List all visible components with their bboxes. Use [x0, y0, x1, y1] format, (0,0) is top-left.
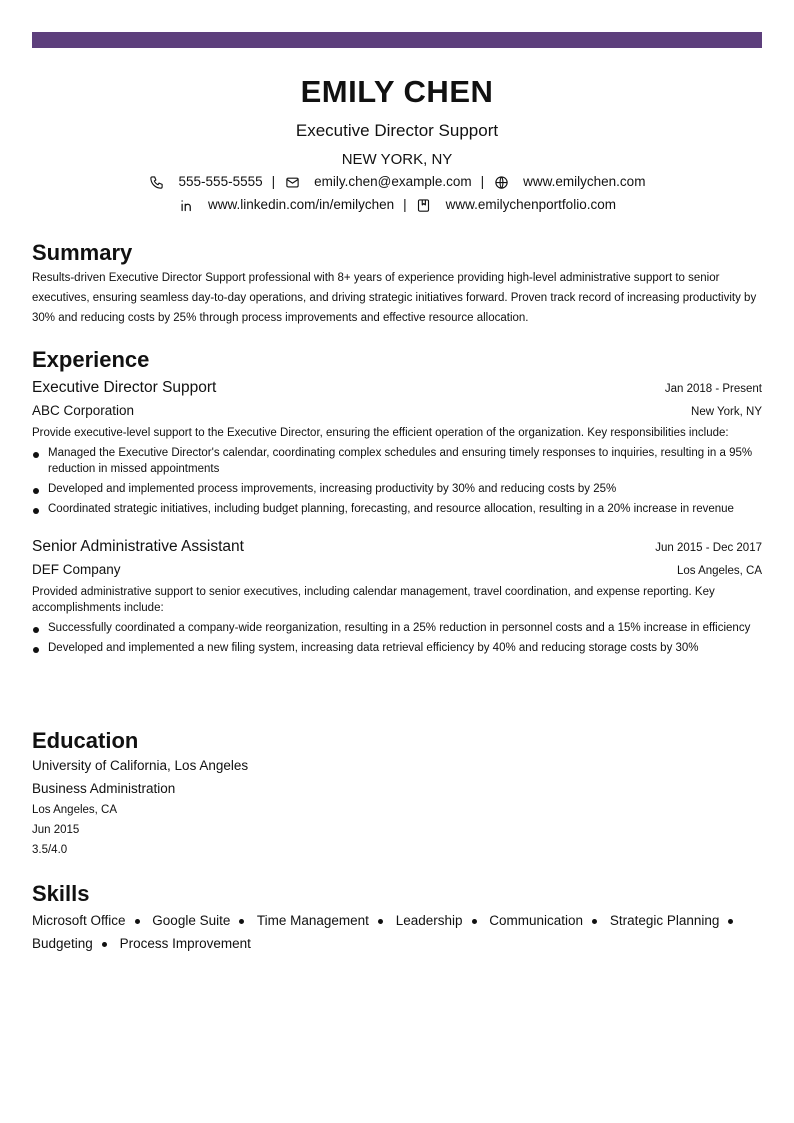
- contact-row-1: [32, 172, 762, 192]
- bullet-dot: [33, 627, 39, 633]
- portfolio-icon: [416, 197, 432, 213]
- separator: |: [480, 174, 485, 189]
- summary-section: [32, 240, 762, 328]
- candidate-location: NEW YORK, NY: [341, 151, 453, 168]
- job-dates: Jun 2015 - Dec 2017: [655, 542, 762, 554]
- skill-separator: [728, 919, 733, 924]
- bullet-text: Managed the Executive Director's calendar, coordinating complex schedules and ensuring timely responses to inquiries, resulting in a 95% reduction in missed appointments: [48, 447, 753, 475]
- skill-separator: [472, 919, 477, 924]
- skill-separator: [239, 919, 244, 924]
- resume-header: [32, 72, 762, 215]
- skill-item: Process Improvement: [119, 936, 251, 951]
- job-company: DEF Company: [32, 562, 121, 577]
- job-company: ABC Corporation: [32, 403, 135, 418]
- education-heading: Education: [32, 728, 139, 753]
- education-gpa: 3.5/4.0: [32, 844, 68, 856]
- skills-list: [32, 909, 762, 955]
- skills-heading: Skills: [32, 881, 90, 906]
- bullet-item: [32, 620, 762, 636]
- job-description: Provided administrative support to senior executives, including calendar management, travel coordination, and expense reporting. Key accomplishments include:: [32, 586, 715, 614]
- job-location: Los Angeles, CA: [676, 565, 762, 577]
- job-entry: [32, 536, 762, 656]
- linkedin-link[interactable]: www.linkedin.com/in/emilychen: [208, 197, 395, 212]
- job-title: Executive Director Support: [32, 379, 217, 396]
- education-degree: Business Administration: [32, 781, 176, 796]
- skill-separator: [102, 942, 107, 947]
- separator: |: [403, 197, 407, 212]
- portfolio-link[interactable]: www.emilychenportfolio.com: [445, 197, 616, 212]
- phone-number[interactable]: 555-555-5555: [178, 174, 263, 189]
- skill-separator: [378, 919, 383, 924]
- skill-item: Microsoft Office: [32, 913, 126, 928]
- bullet-text: Successfully coordinated a company-wide reorganization, resulting in a 25% reduction in personnel costs and a 15% increase in efficiency: [48, 622, 751, 634]
- skill-item: Strategic Planning: [609, 913, 720, 928]
- skill-separator: [135, 919, 140, 924]
- bullet-dot: [33, 452, 39, 458]
- bullet-text: Developed and implemented a new filing system, increasing data retrieval efficiency by 40% and reducing storage costs by 30%: [48, 642, 699, 654]
- job-dates: Jan 2018 - Present: [664, 383, 762, 395]
- skills-section: [32, 881, 762, 955]
- skill-item: Leadership: [395, 913, 463, 928]
- bullet-item: [32, 481, 762, 497]
- phone-icon: [149, 174, 165, 190]
- education-section: [32, 728, 762, 860]
- job-location: New York, NY: [691, 406, 762, 418]
- education-location: Los Angeles, CA: [32, 804, 118, 816]
- bullet-item: [32, 640, 762, 656]
- job-bullets: [32, 445, 762, 517]
- summary-heading: Summary: [32, 240, 133, 265]
- email-link[interactable]: emily.chen@example.com: [314, 174, 472, 189]
- candidate-name: EMILY CHEN: [300, 74, 494, 109]
- bullet-dot: [33, 647, 39, 653]
- bullet-item: [32, 445, 762, 477]
- skill-separator: [592, 919, 597, 924]
- bullet-text: Developed and implemented process improvements, increasing productivity by 30% and reducing costs by 25%: [48, 483, 617, 495]
- education-school: University of California, Los Angeles: [32, 758, 249, 773]
- job-entry: [32, 377, 762, 517]
- experience-heading: Experience: [32, 347, 150, 372]
- skill-item: Budgeting: [32, 936, 93, 951]
- education-date: Jun 2015: [32, 824, 80, 836]
- job-description: Provide executive-level support to the Executive Director, ensuring the efficient operation of the organization. Key responsibilities include:: [32, 427, 729, 439]
- bullet-text: Coordinated strategic initiatives, including budget planning, forecasting, and resource allocation, resulting in a 20% increase in revenue: [48, 503, 734, 515]
- bullet-dot: [33, 488, 39, 494]
- candidate-title: Executive Director Support: [295, 121, 499, 140]
- contact-row-2: [32, 195, 762, 215]
- bullet-dot: [33, 508, 39, 514]
- summary-text: Results-driven Executive Director Support professional with 8+ years of experience providing high-level administrative support to senior executives, ensuring seamless day-to-day operations, and driving strategic initiatives forward. Proven track record of increasing productivity by 30% and reducing costs by 25% through process improvements and effective resource allocation.: [32, 272, 757, 324]
- linkedin-icon: [178, 197, 194, 213]
- job-title: Senior Administrative Assistant: [32, 538, 244, 555]
- experience-section: [32, 347, 762, 656]
- skill-item: Google Suite: [152, 913, 231, 928]
- separator: |: [271, 174, 276, 189]
- globe-icon: [493, 174, 509, 190]
- accent-bar: [32, 32, 762, 48]
- skill-item: Time Management: [256, 913, 369, 928]
- bullet-item: [32, 501, 762, 517]
- website-link[interactable]: www.emilychen.com: [523, 174, 646, 189]
- skill-item: Communication: [489, 913, 584, 928]
- job-bullets: [32, 620, 762, 656]
- mail-icon: [284, 174, 300, 190]
